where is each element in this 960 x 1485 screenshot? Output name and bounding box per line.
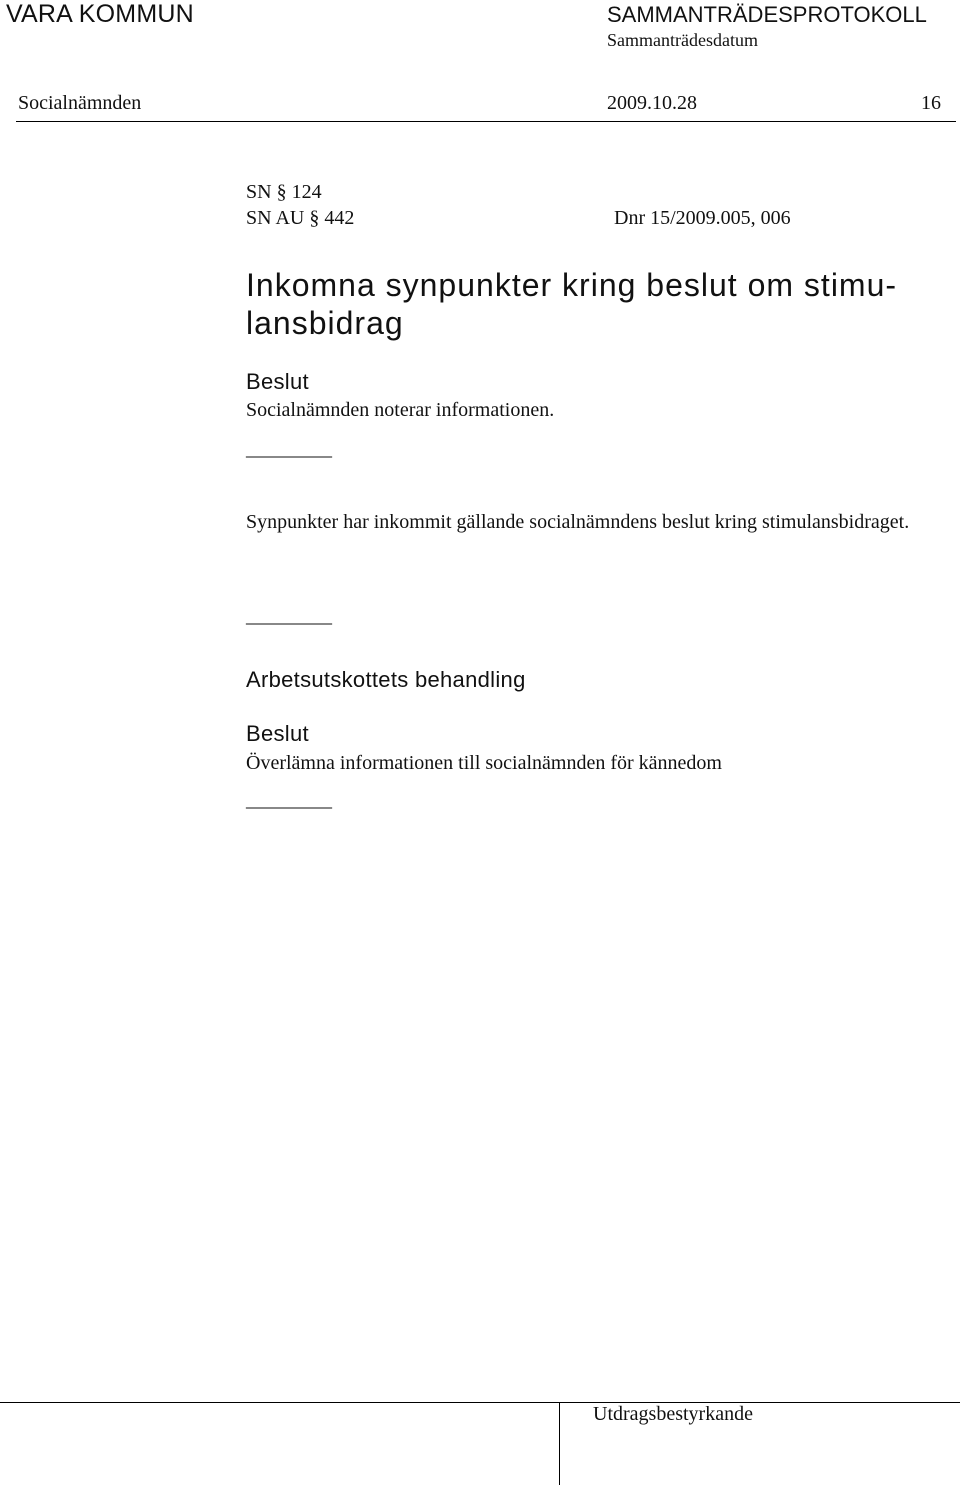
meeting-date: 2009.10.28 [607, 92, 697, 114]
decision-text: Socialnämnden noterar informationen. [246, 399, 555, 421]
section-separator: _________ [246, 789, 332, 811]
page-number: 16 [921, 92, 941, 114]
section-separator: _________ [246, 438, 332, 460]
case-title: Inkomna synpunkter kring beslut om stimulansbidrag [246, 267, 897, 341]
committee-name: Socialnämnden [18, 92, 142, 114]
meeting-date-label: Sammanträdesdatum [607, 30, 758, 50]
paragraph-reference-sn: SN § 124 [246, 181, 322, 203]
footer-certification-label: Utdragsbestyrkande [593, 1403, 753, 1425]
paragraph-reference-au: SN AU § 442 [246, 207, 355, 229]
header-divider [16, 121, 956, 122]
organization-name: VARA KOMMUN [6, 0, 194, 28]
working-committee-decision-text: Överlämna informationen till socialnämnden för kännedom [246, 752, 722, 774]
footer-column-divider [559, 1402, 560, 1485]
decision-heading: Beslut [246, 369, 309, 394]
background-text: Synpunkter har inkommit gällande socialnämndens beslut kring stimulansbidraget. [246, 511, 910, 533]
document-type: SAMMANTRÄDESPROTOKOLL [607, 2, 927, 27]
footer-divider [0, 1402, 960, 1403]
working-committee-heading: Arbetsutskottets behandling [246, 667, 526, 692]
working-committee-decision-heading: Beslut [246, 721, 309, 746]
section-separator: _________ [246, 605, 332, 627]
diary-number: Dnr 15/2009.005, 006 [614, 207, 791, 229]
